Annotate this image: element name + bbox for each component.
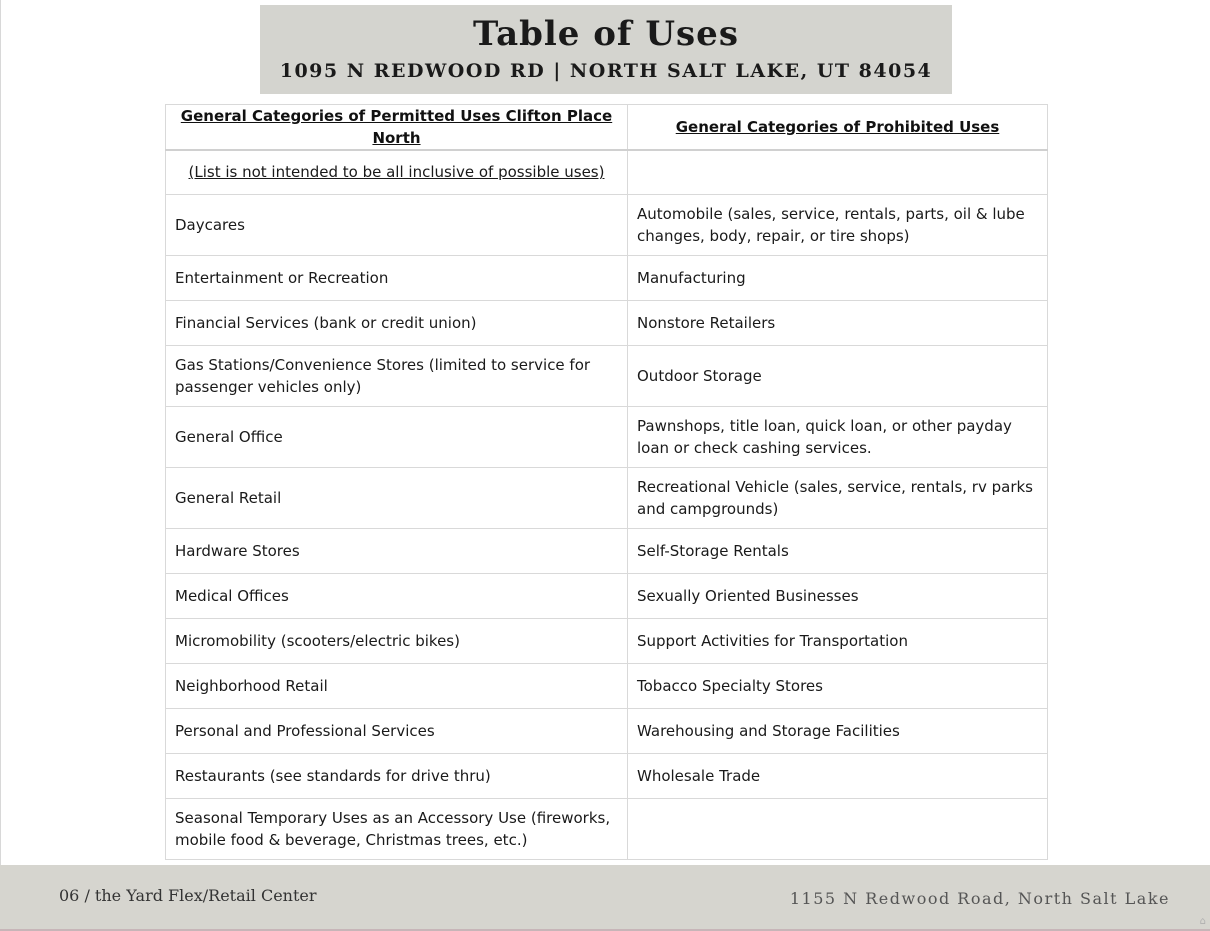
table-row <box>166 255 1048 300</box>
table-row <box>166 798 1048 859</box>
prohibited-cell: Tobacco Specialty Stores <box>628 663 1048 708</box>
table-row <box>166 618 1048 663</box>
prohibited-cell: Sexually Oriented Businesses <box>628 573 1048 618</box>
prohibited-cell: Manufacturing <box>628 255 1048 300</box>
table-row <box>166 573 1048 618</box>
table-row <box>166 753 1048 798</box>
table-row <box>166 663 1048 708</box>
prohibited-cell: Nonstore Retailers <box>628 300 1048 345</box>
table-row <box>166 467 1048 528</box>
permitted-cell: Personal and Professional Services <box>166 708 628 753</box>
table-row <box>166 300 1048 345</box>
table-row <box>166 194 1048 255</box>
permitted-cell: General Retail <box>166 467 628 528</box>
permitted-cell: Gas Stations/Convenience Stores (limited to service for passenger vehicles only) <box>166 345 628 406</box>
prohibited-cell: Wholesale Trade <box>628 753 1048 798</box>
table-row <box>166 345 1048 406</box>
table-header-row <box>166 105 1048 151</box>
permitted-uses-header: General Categories of Permitted Uses Clifton Place North <box>166 105 628 151</box>
page-subtitle: 1095 N REDWOOD RD | NORTH SALT LAKE, UT 84054 <box>279 60 933 82</box>
prohibited-cell: Support Activities for Transportation <box>628 618 1048 663</box>
title-banner <box>260 5 952 94</box>
prohibited-cell: Automobile (sales, service, rentals, parts, oil & lube changes, body, repair, or tire shops) <box>628 194 1048 255</box>
permitted-cell: Micromobility (scooters/electric bikes) <box>166 618 628 663</box>
permitted-cell: Neighborhood Retail <box>166 663 628 708</box>
prohibited-cell: Recreational Vehicle (sales, service, rentals, rv parks and campgrounds) <box>628 467 1048 528</box>
page-footer <box>0 865 1210 931</box>
permitted-cell: Financial Services (bank or credit union) <box>166 300 628 345</box>
permitted-cell: Daycares <box>166 194 628 255</box>
permitted-cell: Medical Offices <box>166 573 628 618</box>
uses-table <box>165 104 1048 860</box>
footer-page-label: 06 / the Yard Flex/Retail Center <box>59 886 317 905</box>
prohibited-cell <box>628 798 1048 859</box>
page-title: Table of Uses <box>473 14 739 54</box>
prohibited-uses-header: General Categories of Prohibited Uses <box>628 105 1048 151</box>
page-left-border <box>0 0 1 866</box>
table-row <box>166 406 1048 467</box>
table-row <box>166 528 1048 573</box>
prohibited-cell: Warehousing and Storage Facilities <box>628 708 1048 753</box>
permitted-cell: General Office <box>166 406 628 467</box>
note-empty-cell <box>628 150 1048 194</box>
list-note: (List is not intended to be all inclusive of possible uses) <box>166 150 628 194</box>
permitted-cell: Restaurants (see standards for drive thru) <box>166 753 628 798</box>
permitted-cell: Entertainment or Recreation <box>166 255 628 300</box>
table-row <box>166 708 1048 753</box>
permitted-cell: Hardware Stores <box>166 528 628 573</box>
prohibited-cell: Outdoor Storage <box>628 345 1048 406</box>
home-icon: ⌂ <box>1199 916 1206 927</box>
permitted-cell: Seasonal Temporary Uses as an Accessory Use (fireworks, mobile food & beverage, Christmas trees, etc.) <box>166 798 628 859</box>
note-row <box>166 150 1048 194</box>
footer-address: 1155 N Redwood Road, North Salt Lake <box>789 889 1170 908</box>
prohibited-cell: Pawnshops, title loan, quick loan, or other payday loan or check cashing services. <box>628 406 1048 467</box>
prohibited-cell: Self-Storage Rentals <box>628 528 1048 573</box>
